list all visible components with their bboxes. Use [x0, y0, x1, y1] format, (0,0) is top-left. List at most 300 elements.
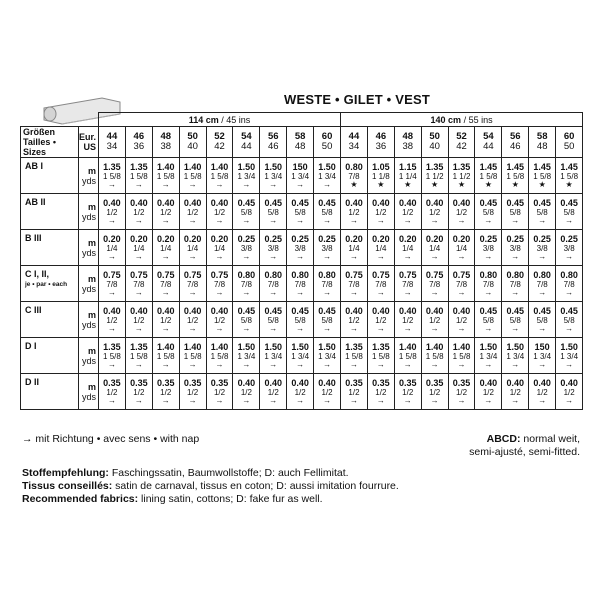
amount-cell: [448, 302, 475, 338]
nap-mark: →: [457, 360, 466, 369]
yards-value: 1 5/8: [371, 352, 390, 361]
yards-value: 1 1/2: [452, 172, 471, 181]
amount-cell: [206, 302, 233, 338]
yards-value: 7/8: [509, 280, 521, 289]
amount-cell: [394, 230, 421, 266]
meters-value: 0.40: [264, 378, 283, 388]
amount-cell: [99, 158, 126, 194]
nap-mark: →: [430, 252, 439, 261]
nap-mark: →: [511, 396, 520, 405]
eur-size: 54: [483, 131, 494, 142]
yards-value: 5/8: [240, 208, 252, 217]
meters-value: 0.45: [237, 198, 256, 208]
meters-value: 0.75: [183, 270, 202, 280]
yards-value: 1/4: [213, 244, 226, 253]
nap-mark: →: [161, 180, 170, 189]
yards-value: 7/8: [348, 280, 360, 289]
unit-yds: yds: [81, 175, 96, 186]
nap-mark: →: [349, 252, 358, 261]
meters-value: 0.40: [452, 198, 471, 208]
nap-mark: →: [107, 288, 116, 297]
view-row: [21, 230, 583, 266]
meters-value: 0.80: [560, 270, 578, 280]
amount-cell: [152, 158, 179, 194]
amount-cell: [394, 302, 421, 338]
meters-value: 0.20: [156, 234, 175, 244]
yards-value: 5/8: [536, 316, 548, 325]
size-cell: [152, 127, 179, 158]
meters-value: 0.45: [479, 306, 498, 316]
amount-cell: [233, 302, 260, 338]
nap-mark: →: [323, 324, 332, 333]
meters-value: 1.40: [183, 342, 202, 352]
nap-mark: →: [457, 324, 466, 333]
nap-mark: →: [242, 216, 251, 225]
meters-value: 0.35: [398, 378, 417, 388]
view-name: C III: [25, 305, 42, 315]
nap-mark: →: [107, 180, 116, 189]
fabric-text-en: lining satin, cottons; D: fake fur as well.: [138, 493, 323, 505]
nap-mark: ★: [484, 180, 492, 189]
meters-value: 150: [534, 342, 550, 352]
nap-legend: → mit Richtung • avec sens • with nap: [22, 433, 200, 445]
meters-value: 0.20: [345, 234, 363, 244]
amount-cell: [125, 158, 152, 194]
amount-cell: [233, 338, 260, 374]
yards-value: 1/4: [348, 244, 360, 253]
nap-mark: →: [215, 288, 224, 297]
yards-value: 1 5/8: [425, 352, 444, 361]
yards-value: 1/2: [133, 208, 145, 217]
amount-cell: [529, 158, 556, 194]
amount-cell: [394, 266, 421, 302]
page-title: WESTE • GILET • VEST: [283, 92, 430, 107]
us-size: 42: [214, 141, 225, 152]
meters-value: 1.45: [479, 162, 498, 172]
nap-mark: →: [511, 252, 520, 261]
yards-value: 1/4: [133, 244, 145, 253]
nap-mark: →: [188, 252, 197, 261]
nap-mark: →: [349, 396, 358, 405]
nap-mark: →: [538, 216, 547, 225]
nap-mark: →: [269, 324, 278, 333]
amount-cell: [287, 338, 314, 374]
nap-mark: →: [134, 288, 143, 297]
meters-value: 1.15: [398, 162, 417, 172]
meters-value: 1.45: [560, 162, 578, 172]
amount-cell: [125, 374, 152, 410]
yards-value: 1 5/8: [129, 352, 148, 361]
nap-mark: →: [457, 288, 466, 297]
yards-value: 5/8: [563, 316, 575, 325]
fabric-width-0: [99, 113, 341, 127]
amount-cell: [502, 158, 529, 194]
eur-label: Eur.: [79, 132, 97, 142]
meters-value: 0.40: [533, 378, 551, 388]
us-size: 36: [133, 141, 145, 152]
view-label: [21, 194, 79, 230]
nap-mark: →: [215, 324, 224, 333]
nap-mark: →: [134, 216, 143, 225]
us-size: 48: [294, 141, 306, 152]
eur-size: 60: [563, 131, 575, 142]
amount-cell: [341, 158, 368, 194]
amount-cell: [448, 338, 475, 374]
nap-mark: →: [269, 252, 278, 261]
yards-value: 1/4: [187, 244, 199, 253]
amount-cell: [556, 194, 583, 230]
meters-value: 0.25: [291, 234, 309, 244]
yards-value: 1/2: [402, 208, 414, 217]
meters-value: 0.75: [103, 270, 121, 280]
meters-value: 0.20: [103, 234, 121, 244]
nap-mark: →: [188, 180, 197, 189]
amount-cell: [448, 266, 475, 302]
yards-value: 5/8: [321, 208, 333, 217]
amount-cell: [502, 374, 529, 410]
nap-mark: →: [538, 252, 547, 261]
yards-value: 1/2: [348, 208, 360, 217]
amount-cell: [233, 230, 260, 266]
yards-value: 1/2: [375, 208, 387, 217]
size-cell: [99, 127, 126, 158]
nap-mark: →: [484, 252, 493, 261]
eur-size: 48: [402, 131, 414, 142]
nap-mark: →: [349, 216, 358, 225]
nap-mark: →: [134, 396, 143, 405]
amount-cell: [475, 194, 502, 230]
meters-value: 1.50: [264, 342, 283, 352]
view-name: B III: [25, 233, 42, 243]
eur-size: 50: [429, 131, 440, 142]
nap-mark: →: [188, 216, 197, 225]
amount-cell: [502, 230, 529, 266]
yards-value: 1/2: [402, 316, 414, 325]
yards-value: 1/2: [429, 388, 441, 397]
amount-cell: [260, 302, 287, 338]
nap-mark: →: [269, 288, 278, 297]
yards-value: 7/8: [429, 280, 441, 289]
yards-value: 3/8: [482, 244, 494, 253]
amount-cell: [233, 158, 260, 194]
size-cell: [260, 127, 287, 158]
nap-mark: ★: [457, 180, 466, 189]
width-ins: / 55 ins: [463, 114, 493, 125]
meters-value: 1.40: [425, 342, 444, 352]
amount-cell: [475, 374, 502, 410]
size-cell: [179, 127, 206, 158]
amount-cell: [179, 230, 206, 266]
yards-value: 1 3/4: [318, 172, 336, 181]
nap-mark: ★: [565, 180, 573, 189]
meters-value: 0.40: [452, 306, 471, 316]
amount-cell: [556, 302, 583, 338]
meters-value: 1.35: [103, 342, 121, 352]
nap-mark: →: [134, 360, 143, 369]
amount-cell: [502, 302, 529, 338]
meters-value: 0.25: [533, 234, 551, 244]
eur-size: 52: [214, 131, 225, 142]
yards-value: 1/2: [509, 388, 521, 397]
amount-cell: [502, 194, 529, 230]
meters-value: 0.80: [533, 270, 551, 280]
meters-value: 1.40: [210, 342, 229, 352]
view-row: [21, 338, 583, 374]
nap-mark: →: [296, 216, 305, 225]
nap-mark: ★: [350, 180, 358, 189]
view-sub: je • par • each: [25, 281, 68, 288]
us-label: US: [83, 142, 96, 152]
eur-size: 56: [268, 131, 279, 142]
yards-value: 7/8: [402, 280, 414, 289]
yards-value: 1/2: [106, 208, 118, 217]
yards-value: 1 5/8: [129, 172, 148, 181]
amount-cell: [475, 158, 502, 194]
meters-value: 1.35: [452, 162, 471, 172]
yards-value: 1 3/4: [264, 172, 283, 181]
amount-cell: [314, 194, 341, 230]
amount-cell: [341, 374, 368, 410]
size-cell: [314, 127, 341, 158]
yards-value: 1/2: [160, 388, 172, 397]
size-cell: [529, 127, 556, 158]
nap-mark: →: [242, 252, 251, 261]
yards-value: 3/8: [536, 244, 548, 253]
meters-value: 1.40: [398, 342, 417, 352]
amount-cell: [314, 266, 341, 302]
nap-mark: →: [484, 360, 493, 369]
unit-m: m: [87, 381, 96, 392]
meters-value: 1.40: [183, 162, 202, 172]
amount-cell: [529, 302, 556, 338]
nap-mark: →: [296, 396, 305, 405]
meters-value: 1.35: [345, 342, 363, 352]
amount-cell: [421, 302, 448, 338]
nap-mark: →: [269, 180, 278, 189]
meters-value: 150: [292, 162, 308, 172]
nap-mark: →: [215, 180, 224, 189]
amount-cell: [179, 302, 206, 338]
yards-value: 7/8: [348, 172, 360, 181]
nap-mark: →: [296, 180, 305, 189]
unit-cell: [79, 266, 99, 302]
us-size: 36: [375, 141, 387, 152]
amount-cell: [529, 374, 556, 410]
unit-m: m: [87, 309, 96, 320]
nap-mark: →: [188, 360, 197, 369]
fit-legend: [469, 433, 580, 459]
size-cell: [475, 127, 502, 158]
yards-value: 1/2: [402, 388, 414, 397]
fabric-label-en: Recommended fabrics:: [22, 493, 139, 505]
nap-mark: →: [565, 216, 574, 225]
nap-mark: →: [161, 288, 170, 297]
yards-value: 1/2: [536, 388, 548, 397]
meters-value: 1.40: [156, 342, 175, 352]
amount-cell: [152, 266, 179, 302]
meters-value: 1.35: [425, 162, 444, 172]
meters-value: 0.25: [560, 234, 578, 244]
eur-size: 44: [106, 131, 118, 142]
meters-value: 1.35: [130, 342, 148, 352]
nap-mark: →: [565, 396, 574, 405]
fabric-label-de: Stoffempfehlung:: [22, 467, 109, 479]
nap-mark: →: [134, 252, 143, 261]
meters-value: 0.40: [425, 306, 444, 316]
meters-value: 0.40: [130, 306, 148, 316]
nap-mark: →: [349, 360, 358, 369]
yards-value: 1/2: [106, 316, 118, 325]
us-size: 34: [106, 141, 118, 152]
meters-value: 0.40: [183, 306, 202, 316]
amount-cell: [529, 194, 556, 230]
nap-mark: →: [403, 288, 412, 297]
amount-cell: [367, 230, 394, 266]
nap-mark: →: [323, 396, 332, 405]
nap-mark: →: [107, 360, 116, 369]
nap-mark: →: [484, 324, 493, 333]
nap-mark: →: [188, 324, 197, 333]
meters-value: 0.45: [506, 198, 525, 208]
nap-mark: →: [242, 288, 251, 297]
yards-value: 7/8: [106, 280, 118, 289]
yards-value: 7/8: [294, 280, 306, 289]
yards-value: 1 1/8: [371, 172, 390, 181]
yards-value: 1/2: [321, 388, 333, 397]
yards-value: 1 5/8: [506, 172, 525, 181]
nap-mark: →: [430, 288, 439, 297]
view-label: [21, 374, 79, 410]
meters-value: 0.20: [452, 234, 471, 244]
yards-value: 1/2: [375, 388, 387, 397]
meters-value: 0.40: [479, 378, 498, 388]
nap-mark: →: [403, 360, 412, 369]
nap-mark: →: [511, 216, 520, 225]
meters-value: 0.35: [210, 378, 229, 388]
nap-mark: →: [511, 360, 520, 369]
amount-cell: [125, 266, 152, 302]
view-row: [21, 302, 583, 338]
nap-mark: →: [430, 216, 439, 225]
yards-value: 1 5/8: [479, 172, 498, 181]
yards-value: 1/2: [267, 388, 279, 397]
sizes-label-2: Tailles • Sizes: [23, 137, 56, 157]
amount-cell: [367, 374, 394, 410]
amount-cell: [394, 194, 421, 230]
nap-mark: →: [538, 396, 547, 405]
nap-mark: →: [161, 324, 170, 333]
us-size: 44: [241, 141, 252, 152]
amount-cell: [152, 302, 179, 338]
amount-cell: [314, 230, 341, 266]
eur-size: 50: [187, 131, 198, 142]
amount-cell: [556, 266, 583, 302]
yards-value: 1 5/8: [156, 352, 175, 361]
size-cell: [341, 127, 368, 158]
yards-value: 1/4: [106, 244, 118, 253]
meters-value: 1.35: [103, 162, 121, 172]
yards-value: 5/8: [482, 316, 494, 325]
yards-value: 1/2: [375, 316, 387, 325]
us-size: 46: [510, 141, 521, 152]
yards-value: 1/2: [348, 388, 360, 397]
yards-value: 1 5/8: [103, 172, 121, 181]
meters-value: 0.75: [452, 270, 471, 280]
amount-cell: [152, 194, 179, 230]
meters-value: 0.45: [479, 198, 498, 208]
amount-cell: [556, 230, 583, 266]
fabric-width-1: [341, 113, 583, 127]
yards-value: 7/8: [213, 280, 226, 289]
meters-value: 0.40: [210, 306, 229, 316]
yards-value: 1 3/4: [506, 352, 525, 361]
meters-value: 0.35: [345, 378, 363, 388]
amount-cell: [448, 158, 475, 194]
yards-value: 1 3/4: [318, 352, 336, 361]
nap-mark: →: [215, 252, 224, 261]
amount-cell: [206, 374, 233, 410]
nap-mark: →: [457, 252, 466, 261]
yards-value: 1/4: [375, 244, 387, 253]
meters-value: 0.20: [372, 234, 390, 244]
amount-cell: [448, 374, 475, 410]
meters-value: 0.45: [533, 198, 551, 208]
meters-value: 0.40: [130, 198, 148, 208]
meters-value: 1.40: [156, 162, 175, 172]
eur-size: 44: [348, 131, 360, 142]
amount-cell: [152, 230, 179, 266]
nap-mark: ★: [431, 180, 439, 189]
nap-mark: →: [376, 216, 385, 225]
nap-mark: →: [323, 360, 332, 369]
width-cm: 114 cm: [188, 114, 219, 125]
meters-value: 0.75: [398, 270, 417, 280]
yards-value: 5/8: [509, 208, 521, 217]
eur-size: 58: [536, 131, 548, 142]
size-cell: [206, 127, 233, 158]
sizes-row: [21, 127, 583, 158]
amount-cell: [179, 158, 206, 194]
amount-cell: [233, 374, 260, 410]
meters-value: 1.35: [130, 162, 148, 172]
yards-value: 1 5/8: [156, 172, 175, 181]
meters-value: 0.40: [345, 306, 363, 316]
us-size: 44: [483, 141, 494, 152]
unit-m: m: [87, 237, 96, 248]
us-size: 40: [187, 141, 198, 152]
amount-cell: [260, 338, 287, 374]
amount-cell: [233, 194, 260, 230]
amount-cell: [206, 194, 233, 230]
yards-value: 1/2: [213, 208, 226, 217]
nap-mark: →: [484, 288, 493, 297]
yards-value: 1 3/4: [237, 352, 256, 361]
meters-value: 0.40: [398, 306, 417, 316]
nap-mark: →: [349, 324, 358, 333]
amount-cell: [367, 158, 394, 194]
meters-value: 0.25: [237, 234, 256, 244]
yards-value: 1 5/8: [103, 352, 121, 361]
width-header-row: [21, 113, 583, 127]
nap-mark: →: [376, 288, 385, 297]
amount-cell: [421, 230, 448, 266]
unit-yds: yds: [81, 247, 96, 258]
amount-cell: [556, 338, 583, 374]
meters-value: 0.75: [372, 270, 390, 280]
amount-cell: [99, 374, 126, 410]
nap-mark: →: [565, 324, 574, 333]
meters-value: 0.80: [318, 270, 336, 280]
